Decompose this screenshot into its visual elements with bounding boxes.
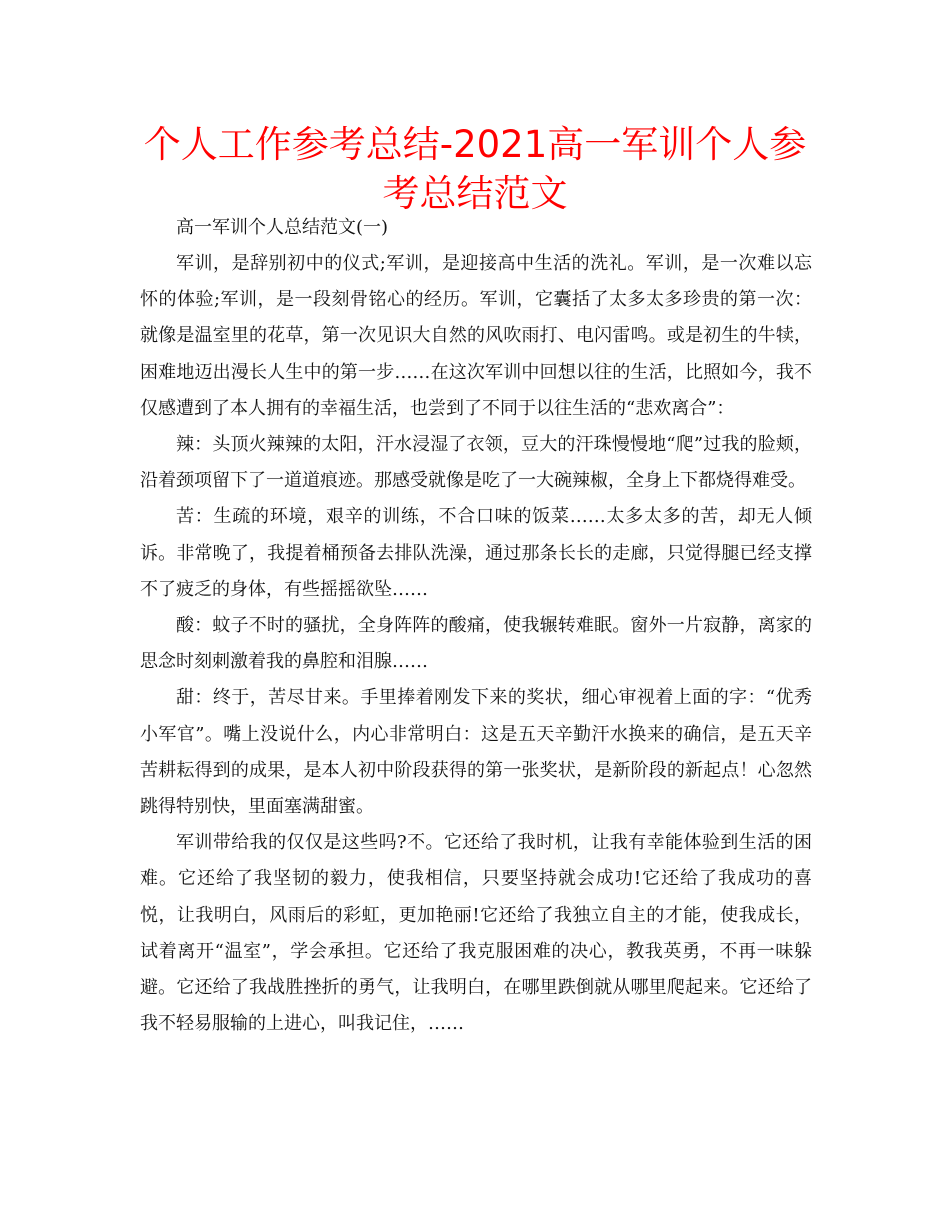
paragraph-spicy: 辣：头顶火辣辣的太阳，汗水浸湿了衣领，豆大的汗珠慢慢地“爬”过我的脸颊，沿着颈项留下了一道道痕迹。那感受就像是吃了一大碗辣椒，全身上下都烧得难受。 xyxy=(140,434,812,492)
paragraph-intro: 军训，是辞别初中的仪式;军训，是迎接高中生活的洗礼。军训，是一次难以忘怀的体验;军训，是一段刻骨铭心的经历。军训，它囊括了太多太多珍贵的第一次：就像是温室里的花草，第一次见识大自然的风吹雨打、电闪雷鸣。或是初生的牛犊，困难地迈出漫长人生中的第一步……在这次军训中回想以往的生活，比照如今，我不仅感遭到了本人拥有的幸福生活，也尝到了不同于以往生活的“悲欢离合”： xyxy=(140,253,812,419)
paragraph-sweet: 甜：终于，苦尽甘来。手里捧着刚发下来的奖状，细心审视着上面的字：“优秀小军官”。嘴上没说什么，内心非常明白：这是五天辛勤汗水换来的确信，是五天辛苦耕耘得到的成果，是本人初中阶段获得的第一张奖状，是新阶段的新起点！心忽然跳得特别快，里面塞满甜蜜。 xyxy=(140,687,812,818)
paragraph-bitter: 苦：生疏的环境，艰辛的训练，不合口味的饭菜……太多太多的苦，却无人倾诉。非常晚了，我提着桶预备去排队洗澡，通过那条长长的走廊，只觉得腿已经支撑不了疲乏的身体，有些摇摇欲坠…… xyxy=(140,506,812,600)
section-subtitle: 高一军训个人总结范文(一) xyxy=(176,217,389,238)
document-body xyxy=(140,210,812,1042)
paragraph-gains: 军训带给我的仅仅是这些吗?不。它还给了我时机，让我有幸能体验到生活的困难。它还给了我坚韧的毅力，使我相信，只要坚持就会成功!它还给了我成功的喜悦，让我明白，风雨后的彩虹，更加艳丽!它还给了我独立自主的才能，使我成长，试着离开“温室”，学会承担。它还给了我克服困难的决心，教我英勇，不再一味躲避。它还给了我战胜挫折的勇气，让我明白，在哪里跌倒就从哪里爬起来。它还给了我不轻易服输的上进心，叫我记住，…… xyxy=(140,832,812,1035)
document-title: 个人工作参考总结-2021高一军训个人参考总结范文 xyxy=(143,123,807,215)
paragraph-sour: 酸：蚊子不时的骚扰，全身阵阵的酸痛，使我辗转难眠。窗外一片寂静，离家的思念时刻刺激着我的鼻腔和泪腺…… xyxy=(140,615,812,673)
